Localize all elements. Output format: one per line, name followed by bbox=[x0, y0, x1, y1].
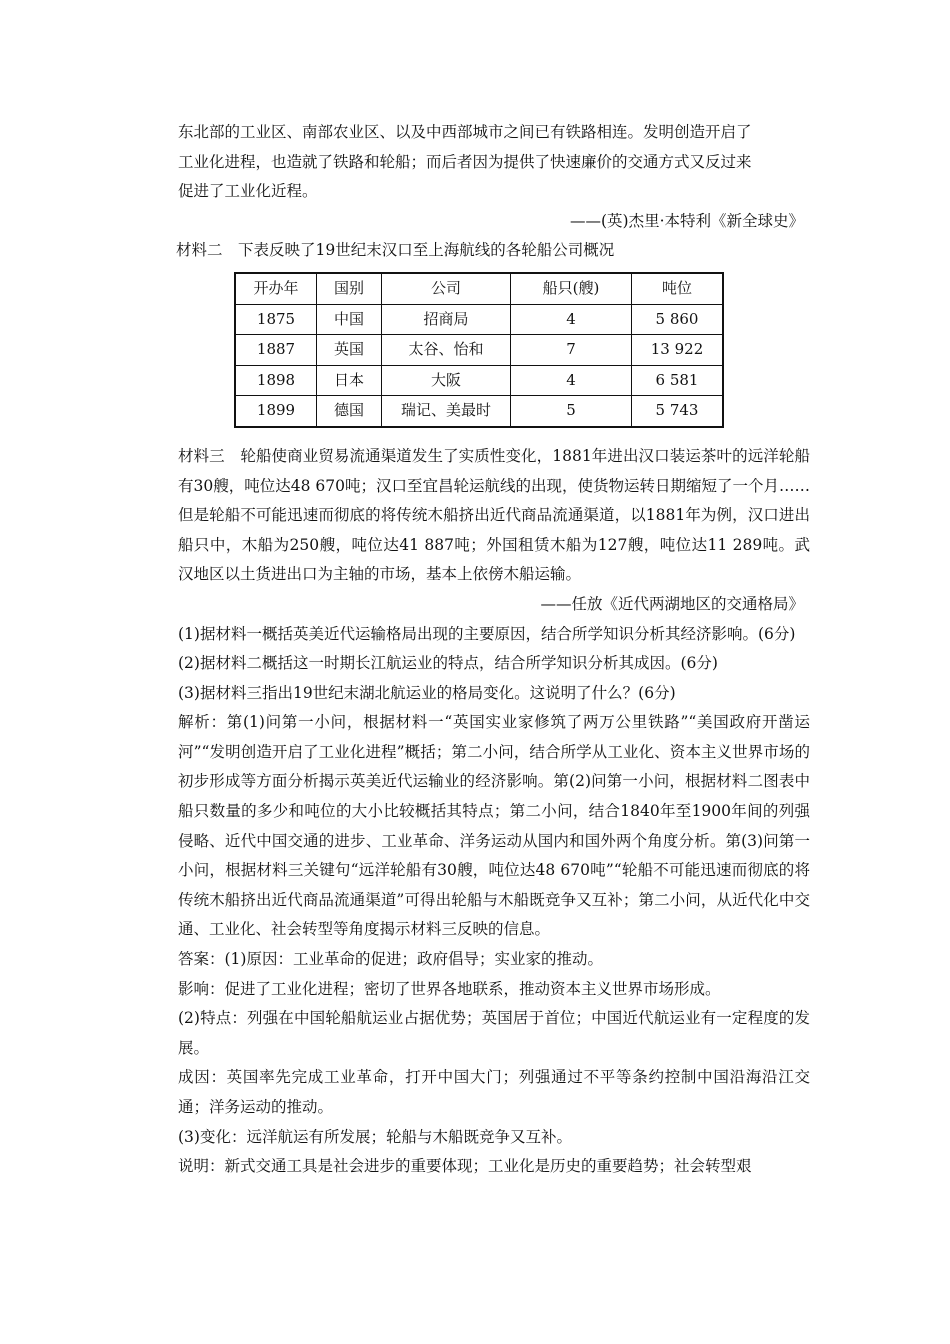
question-3: (3)据材料三指出19世纪末湖北航运业的格局变化。这说明了什么？(6分) bbox=[178, 683, 676, 702]
table-cell: 招商局 bbox=[382, 304, 511, 335]
table-cell: 13 922 bbox=[632, 335, 724, 366]
material2-title: 材料二 下表反映了19世纪末汉口至上海航线的各轮船公司概况 bbox=[176, 241, 615, 260]
table-cell: 日本 bbox=[317, 365, 382, 396]
table-cell: 6 581 bbox=[632, 365, 724, 396]
table-cell: 大阪 bbox=[382, 365, 511, 396]
table-cell: 瑞记、美最时 bbox=[382, 396, 511, 427]
table-header-cell: 开办年 bbox=[235, 273, 317, 304]
analysis-paragraph: 解析：第(1)问第一小问，根据材料一“英国实业家修筑了两万公里铁路”“美国政府开凿运河”“发明创造开启了工业化进程”概括；第二小问，结合所学从工业化、资本主义世界市场的初步形成等方面分析揭示英美近代运输业的经济影响。第(2)问第一小问，根据材料二图表中船只数量的多少和吨位的大小比较概括其特点；第二小问，结合1840年至1900年间的列强侵略、近代中国交通的进步、工业革命、洋务运动从国内和国外两个角度分析。第(3)问第一小问，根据材料三关键句“远洋轮船有30艘，吨位达48 670吨”“轮船不可能迅速而彻底的将传统木船挤出近代商品流通渠道”可得出轮船与木船既竞争又互补；第二小问，从近代化中交通、工业化、社会转型等角度揭示材料三反映的信息。 bbox=[178, 713, 810, 939]
table-cell: 太谷、怡和 bbox=[382, 335, 511, 366]
answer-line: 答案：(1)原因：工业革命的促进；政府倡导；实业家的推动。 bbox=[178, 950, 603, 969]
table-cell: 德国 bbox=[317, 396, 382, 427]
table-cell: 1898 bbox=[235, 365, 317, 396]
material3-paragraph: 材料三 轮船使商业贸易流通渠道发生了实质性变化，1881年进出汉口装运茶叶的远洋轮船有30艘，吨位达48 670吨；汉口至宜昌轮运航线的出现，使货物运转日期缩短了一个月……但是轮船不可能迅速而彻底的将传统木船挤出近代商品流通渠道，以1881年为例，汉口进出船只中，木船为250艘，吨位达41 887吨；外国租赁木船为127艘，吨位达11 289吨。武汉地区以土货进出口为主轴的市场，基本上依傍木船运输。 bbox=[178, 446, 810, 584]
table-row bbox=[235, 335, 723, 366]
table-header-cell: 船只(艘) bbox=[511, 273, 632, 304]
answer-line: (3)变化：远洋航运有所发展；轮船与木船既竞争又互补。 bbox=[178, 1127, 572, 1146]
material1-line: 工业化进程，也造就了铁路和轮船；而后者因为提供了快速廉价的交通方式又反过来 bbox=[178, 152, 752, 171]
question-2: (2)据材料二概括这一时期长江航运业的特点，结合所学知识分析其成因。(6分) bbox=[178, 654, 718, 673]
table-cell: 1887 bbox=[235, 335, 317, 366]
spacer bbox=[178, 428, 810, 442]
table-cell: 1899 bbox=[235, 396, 317, 427]
table-row bbox=[235, 396, 723, 427]
table-row bbox=[235, 365, 723, 396]
table-cell: 5 860 bbox=[632, 304, 724, 335]
material1-line: 东北部的工业区、南部农业区、以及中西部城市之间已有铁路相连。发明创造开启了 bbox=[178, 123, 752, 141]
table-cell: 中国 bbox=[317, 304, 382, 335]
table-cell: 1875 bbox=[235, 304, 317, 335]
table-header-cell: 国别 bbox=[317, 273, 382, 304]
answer-line: (2)特点：列强在中国轮船航运业占据优势；英国居于首位；中国近代航运业有一定程度的发展。 bbox=[178, 1009, 810, 1057]
table-cell: 5 bbox=[511, 396, 632, 427]
material3-source: ——任放《近代两湖地区的交通格局》 bbox=[540, 594, 804, 613]
document-page bbox=[178, 118, 810, 1182]
shipping-companies-table bbox=[234, 272, 724, 428]
table-row bbox=[235, 304, 723, 335]
table-cell: 英国 bbox=[317, 335, 382, 366]
shipping-table-wrapper bbox=[234, 272, 810, 428]
answer-line: 影响：促进了工业化进程；密切了世界各地联系，推动资本主义世界市场形成。 bbox=[178, 979, 721, 998]
answer-line: 说明：新式交通工具是社会进步的重要体现；工业化是历史的重要趋势；社会转型艰 bbox=[178, 1157, 752, 1176]
material1-line: 促进了工业化近程。 bbox=[178, 182, 318, 201]
question-1: (1)据材料一概括英美近代运输格局出现的主要原因，结合所学知识分析其经济影响。(6分) bbox=[178, 624, 796, 643]
table-cell: 4 bbox=[511, 365, 632, 396]
table-header-cell: 吨位 bbox=[632, 273, 724, 304]
table-cell: 7 bbox=[511, 335, 632, 366]
table-header-cell: 公司 bbox=[382, 273, 511, 304]
table-cell: 4 bbox=[511, 304, 632, 335]
table-cell: 5 743 bbox=[632, 396, 724, 427]
table-header-row bbox=[235, 273, 723, 304]
answer-line: 成因：英国率先完成工业革命，打开中国大门；列强通过不平等条约控制中国沿海沿江交通；洋务运动的推动。 bbox=[178, 1068, 810, 1116]
material1-source: ——(英)杰里·本特利《新全球史》 bbox=[569, 211, 804, 230]
